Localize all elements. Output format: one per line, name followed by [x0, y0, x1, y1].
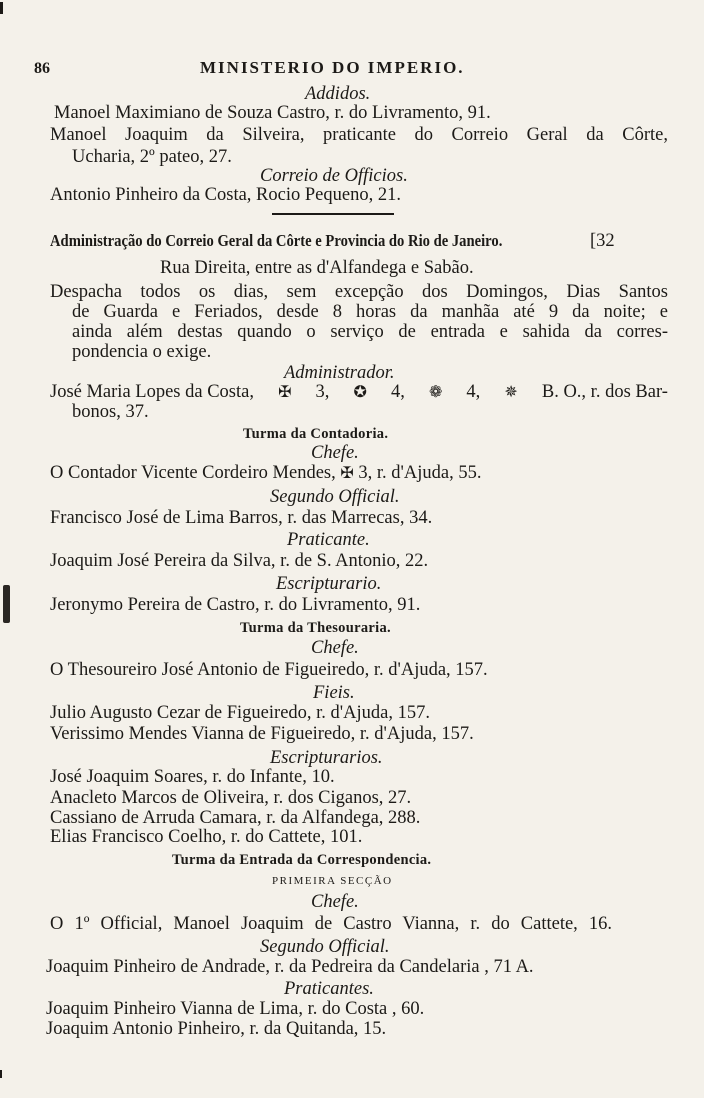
text-line: Cassiano de Arruda Camara, r. da Alfandega, 288. — [50, 808, 421, 828]
text-line: Antonio Pinheiro da Costa, Rocio Pequeno, 21. — [50, 185, 401, 205]
page-number: 86 — [34, 60, 50, 77]
section-divider — [272, 213, 394, 215]
order-number: 3, — [315, 382, 330, 402]
text-line: Ucharia, 2º pateo, 27. — [72, 147, 232, 167]
text-line: Verissimo Mendes Vianna de Figueiredo, r. d'Ajuda, 157. — [50, 724, 474, 744]
order-number: 4, — [466, 382, 481, 402]
section-heading-correio: Correio de Officios. — [260, 166, 408, 186]
page-title: MINISTERIO DO IMPERIO. — [200, 58, 465, 77]
order-number: 4, — [390, 382, 405, 402]
text-line: pondencia o exige. — [72, 342, 212, 362]
text-line: bonos, 37. — [72, 402, 149, 422]
section-heading-addidos: Addidos. — [305, 84, 371, 104]
role-heading-chefe: Chefe. — [311, 443, 359, 463]
role-heading-segundo-official: Segundo Official. — [260, 937, 390, 957]
text-line: Joaquim Pinheiro de Andrade, r. da Pedreira da Candelaria , 71 A. — [46, 957, 534, 977]
margin-mark — [3, 585, 10, 623]
person-name: O Contador Vicente Cordeiro Mendes, — [50, 463, 336, 483]
order-text: B. O., r. dos Bar- — [541, 382, 668, 402]
section-ref: [32 — [590, 231, 615, 251]
margin-mark — [0, 1070, 2, 1078]
person-address: 3, r. d'Ajuda, 55. — [358, 463, 482, 483]
text-line: Manoel Joaquim da Silveira, praticante do Correio Geral da Côrte, — [50, 125, 668, 145]
text-line: Joaquim José Pereira da Silva, r. de S. Antonio, 22. — [50, 551, 429, 571]
text-line: de Guarda e Feriados, desde 8 horas da manhãa até 9 da noite; e — [72, 302, 668, 322]
text-line: Elias Francisco Coelho, r. do Cattete, 101. — [50, 827, 363, 847]
text-line: José Joaquim Soares, r. do Infante, 10. — [50, 767, 335, 787]
text-line: Joaquim Antonio Pinheiro, r. da Quitanda, 15. — [46, 1019, 387, 1039]
role-heading-chefe: Chefe. — [311, 638, 359, 658]
medal-icon: ✪ — [353, 384, 367, 401]
text-line: Francisco José de Lima Barros, r. das Marrecas, 34. — [50, 508, 433, 528]
subsection-heading: PRIMEIRA SECÇÃO — [272, 875, 393, 887]
cross-icon: ✠ — [278, 384, 292, 401]
text-line: O Thesoureiro José Antonio de Figueiredo, r. d'Ajuda, 157. — [50, 660, 488, 680]
role-heading-escripturarios: Escripturarios. — [270, 748, 383, 768]
address-line: Rua Direita, entre as d'Alfandega e Sabão. — [160, 258, 474, 278]
role-heading-chefe: Chefe. — [311, 892, 359, 912]
text-line: O 1º Official, Manoel Joaquim de Castro Vianna, r. do Cattete, 16. — [50, 914, 612, 934]
section-title-administracao: Administração do Correio Geral da Côrte e Provincia do Rio de Janeiro. — [50, 231, 503, 250]
role-heading-segundo-official: Segundo Official. — [270, 487, 400, 507]
cross-icon: ✠ — [340, 465, 354, 482]
role-heading-praticantes: Praticantes. — [284, 979, 374, 999]
section-heading-contadoria: Turma da Contadoria. — [243, 426, 389, 442]
text-line: Manoel Maximiano de Souza Castro, r. do Livramento, 91. — [54, 103, 491, 123]
section-heading-thesouraria: Turma da Thesouraria. — [240, 620, 391, 636]
text-line: Julio Augusto Cezar de Figueiredo, r. d'Ajuda, 157. — [50, 703, 430, 723]
star-icon: ✵ — [504, 384, 518, 401]
margin-mark — [0, 2, 3, 14]
role-heading-escripturario: Escripturario. — [276, 574, 382, 594]
section-heading-entrada: Turma da Entrada da Correspondencia. — [172, 852, 432, 868]
text-line: Jeronymo Pereira de Castro, r. do Livramento, 91. — [50, 595, 421, 615]
person-name: José Maria Lopes da Costa, — [50, 382, 254, 402]
role-heading-fieis: Fieis. — [313, 683, 355, 703]
rosette-icon: ❁ — [428, 384, 443, 401]
text-line: Anacleto Marcos de Oliveira, r. dos Ciganos, 27. — [50, 788, 412, 808]
text-line: Despacha todos os dias, sem excepção dos Domingos, Dias Santos — [50, 282, 668, 302]
text-line — [50, 462, 481, 485]
role-heading-praticante: Praticante. — [287, 530, 370, 550]
role-heading-administrador: Administrador. — [284, 363, 395, 383]
text-line: Joaquim Pinheiro Vianna de Lima, r. do Costa , 60. — [46, 999, 425, 1019]
text-line: ainda além destas quando o serviço de entrada e sahida da corres- — [72, 322, 668, 342]
